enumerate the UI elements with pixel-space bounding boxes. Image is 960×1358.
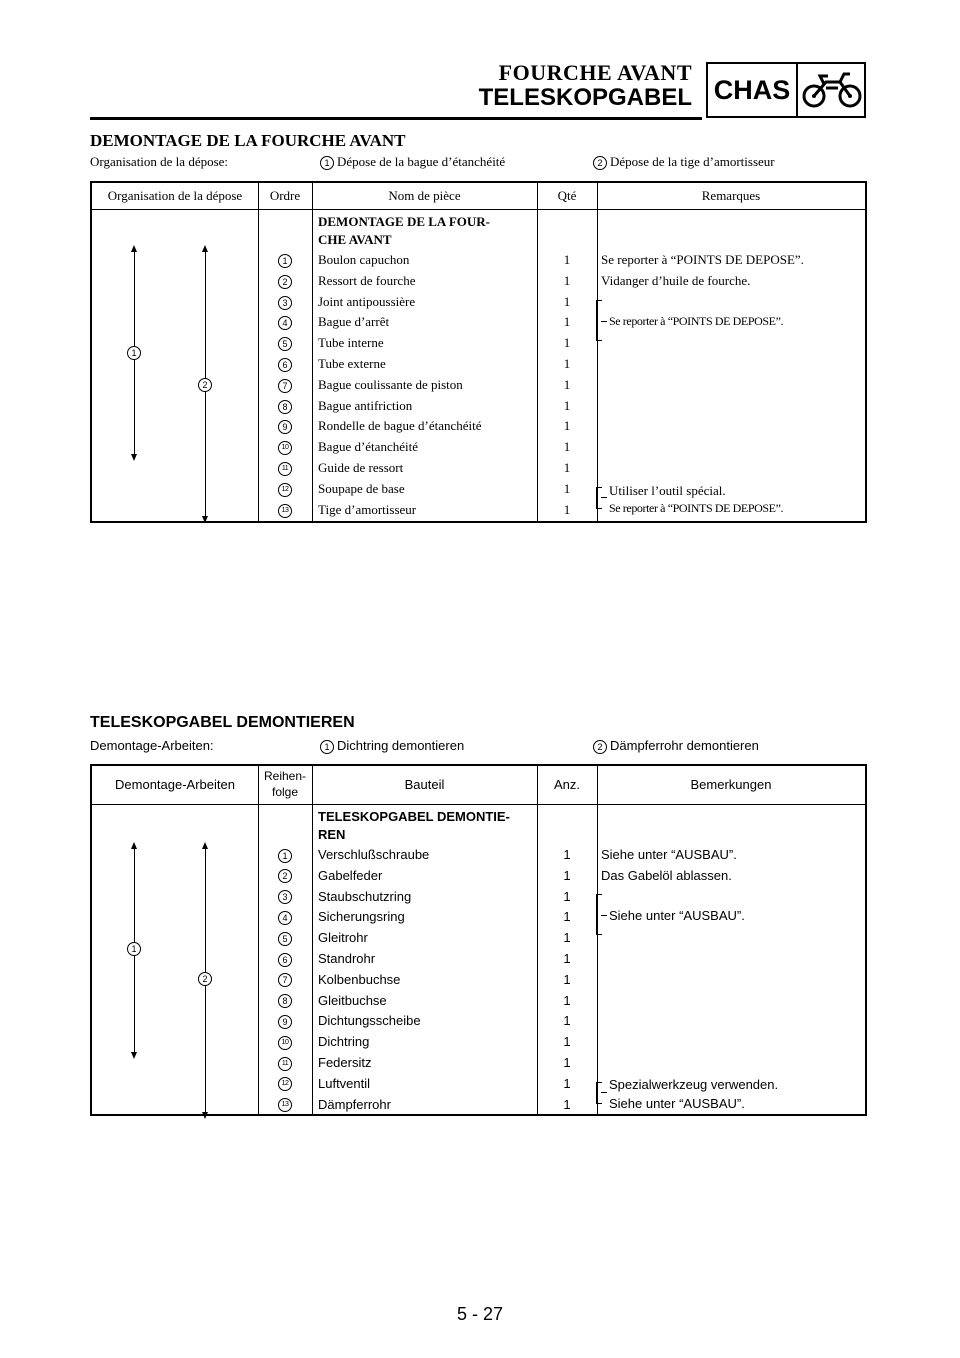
- order-number-icon: 9: [278, 420, 292, 434]
- order-number: [258, 993, 312, 1009]
- order-number: [258, 252, 312, 268]
- order-arrow-label-icon: 1: [127, 942, 141, 956]
- part-name: Tige d’amortisseur: [318, 501, 417, 517]
- de-step1: [320, 738, 464, 754]
- header-rule: [90, 117, 702, 120]
- order-number: [258, 398, 312, 414]
- table-row: [92, 457, 865, 478]
- header-title-de: TELESKOPGABEL: [478, 84, 692, 111]
- table-row: [92, 395, 865, 416]
- part-name: Verschlußschraube: [318, 847, 430, 862]
- fr-step2-text: Dépose de la tige d’amortisseur: [610, 154, 775, 169]
- order-number: [258, 502, 312, 518]
- remark-bracket-tick: [601, 915, 607, 916]
- order-number: [258, 930, 312, 946]
- part-qty: 1: [563, 272, 571, 288]
- fr-col-org: Organisation de la dépose: [107, 188, 243, 203]
- de-col-rem: Bemerkungen: [690, 777, 772, 792]
- order-number-icon: 6: [278, 953, 292, 967]
- part-name: Federsitz: [318, 1055, 372, 1070]
- part-qty: 1: [563, 951, 571, 966]
- step-number-icon: 1: [320, 156, 334, 170]
- fr-col-name: Nom de pièce: [388, 188, 461, 203]
- order-number: [258, 481, 312, 497]
- part-remark: Vidanger d’huile de fourche.: [601, 272, 751, 288]
- part-qty: 1: [563, 1034, 571, 1050]
- de-bracket-remark-b1: Spezialwerkzeug verwenden.: [609, 1077, 779, 1092]
- table-row: [92, 927, 865, 948]
- part-qty: 1: [563, 930, 571, 946]
- table-row: [92, 291, 865, 312]
- part-remark: Das Gabelöl ablassen.: [601, 867, 732, 883]
- header-title-fr: FOURCHE AVANT: [498, 60, 692, 85]
- table-row: [92, 436, 865, 457]
- fr-col-order: Ordre: [269, 188, 301, 203]
- part-name: Guide de ressort: [318, 460, 404, 475]
- part-qty: 1: [563, 847, 571, 862]
- part-qty: 1: [563, 376, 571, 392]
- part-name: Tube interne: [318, 335, 384, 351]
- de-col-org: Demontage-Arbeiten: [115, 777, 235, 792]
- part-qty: 1: [563, 992, 571, 1008]
- fr-step1-text: Dépose de la bague d’étanchéité: [337, 154, 506, 169]
- fr-bracket-remark-a: Se reporter à “POINTS DE DEPOSE”.: [609, 314, 784, 328]
- part-name: Staubschutzring: [318, 888, 412, 904]
- table-row: [92, 415, 865, 436]
- table-row: [92, 270, 865, 291]
- de-parts-table: [90, 764, 867, 1116]
- order-number: [258, 460, 312, 476]
- part-name: Bague antifriction: [318, 397, 413, 413]
- order-number-icon: 6: [278, 358, 292, 372]
- order-number: [258, 889, 312, 905]
- table-row: [92, 332, 865, 353]
- de-col-order-line2: folge: [271, 785, 299, 799]
- fr-bracket-remark-b2: Se reporter à “POINTS DE DEPOSE”.: [609, 501, 784, 515]
- order-number: [258, 377, 312, 393]
- section-badge: [706, 62, 866, 118]
- table-row: [92, 865, 865, 886]
- order-number: [258, 294, 312, 310]
- de-col-name: Bauteil: [404, 777, 445, 792]
- section-badge-label: CHAS: [713, 75, 791, 105]
- part-name: Sicherungsring: [318, 909, 405, 925]
- de-group-title: [318, 808, 538, 844]
- part-qty: 1: [563, 397, 571, 413]
- order-number: [258, 1013, 312, 1029]
- de-col-order-line1: Reihen-: [263, 769, 307, 783]
- order-number-icon: 10: [278, 441, 292, 455]
- order-number: [258, 951, 312, 967]
- remark-bracket: [596, 1082, 602, 1104]
- de-section-title: TELESKOPGABEL DEMONTIEREN: [90, 714, 355, 731]
- de-table-header: [92, 766, 865, 805]
- de-col-qty: Anz.: [553, 777, 580, 792]
- part-qty: 1: [563, 971, 571, 987]
- fr-step1: [320, 154, 505, 170]
- part-qty: 1: [563, 501, 571, 517]
- order-number-icon: 3: [278, 296, 292, 310]
- part-qty: 1: [563, 460, 571, 475]
- remark-bracket-tick: [601, 497, 607, 498]
- part-name: Bague d’arrêt: [318, 314, 390, 330]
- remark-bracket: [596, 487, 602, 509]
- order-number-icon: 13: [278, 504, 292, 518]
- de-step2: [593, 738, 759, 754]
- order-number: [258, 356, 312, 372]
- part-qty: 1: [563, 867, 571, 883]
- order-number-icon: 11: [278, 1057, 292, 1071]
- part-name: Dämpferrohr: [318, 1096, 391, 1112]
- table-row: [92, 353, 865, 374]
- order-number-icon: 13: [278, 1098, 292, 1112]
- step-number-icon: 1: [320, 740, 334, 754]
- order-arrow-label-icon: 2: [198, 972, 212, 986]
- order-number-icon: 10: [278, 1036, 292, 1050]
- fr-step2: [593, 154, 775, 170]
- part-qty: 1: [563, 252, 571, 267]
- order-number: [258, 439, 312, 455]
- order-arrow-label-icon: 1: [127, 346, 141, 360]
- part-qty: 1: [563, 356, 571, 371]
- fr-section-title: DEMONTAGE DE LA FOURCHE AVANT: [90, 131, 406, 150]
- table-row: [92, 249, 865, 270]
- table-row: [92, 990, 865, 1011]
- step-number-icon: 2: [593, 740, 607, 754]
- part-name: Dichtungsscheibe: [318, 1013, 421, 1029]
- de-bracket-remark-b2: Siehe unter “AUSBAU”.: [609, 1096, 745, 1111]
- fr-group-title: [318, 213, 538, 249]
- order-number: [258, 868, 312, 884]
- order-number-icon: 1: [278, 849, 292, 863]
- order-number-icon: 9: [278, 1015, 292, 1029]
- part-name: Joint antipoussière: [318, 293, 416, 309]
- order-number-icon: 3: [278, 890, 292, 904]
- remark-bracket-tick: [601, 1092, 607, 1093]
- motorcycle-icon: [800, 66, 864, 114]
- part-qty: 1: [563, 439, 571, 455]
- part-name: Bague coulissante de piston: [318, 376, 463, 392]
- part-name: Luftventil: [318, 1075, 371, 1091]
- part-name: Gabelfeder: [318, 867, 383, 883]
- order-number-icon: 5: [278, 932, 292, 946]
- de-org-label: Demontage-Arbeiten:: [90, 738, 214, 753]
- part-qty: 1: [563, 1013, 571, 1029]
- part-name: Standrohr: [318, 951, 376, 966]
- page-number: 5 - 27: [456, 1304, 504, 1324]
- order-number-icon: 4: [278, 911, 292, 925]
- step-number-icon: 2: [593, 156, 607, 170]
- part-qty: 1: [563, 909, 571, 925]
- order-number: [258, 314, 312, 330]
- de-col-order: [258, 768, 312, 800]
- order-number: [258, 1097, 312, 1113]
- part-qty: 1: [563, 1055, 571, 1070]
- table-row: [92, 1031, 865, 1052]
- table-row: [92, 1010, 865, 1031]
- part-name: Tube externe: [318, 356, 386, 371]
- fr-parts-table: [90, 181, 867, 523]
- part-remark: Se reporter à “POINTS DE DEPOSE”.: [601, 252, 804, 267]
- order-arrow-label-icon: 2: [198, 378, 212, 392]
- part-qty: 1: [563, 314, 571, 330]
- de-group-title-line1: TELESKOPGABEL DEMONTIE-: [318, 809, 510, 824]
- de-step1-text: Dichtring demontieren: [337, 738, 465, 753]
- fr-org-label: Organisation de la dépose:: [90, 154, 229, 169]
- de-step2-text: Dämpferrohr demontieren: [610, 738, 759, 753]
- section-badge-divider: [796, 64, 798, 116]
- part-name: Kolbenbuchse: [318, 971, 401, 987]
- part-qty: 1: [563, 335, 571, 351]
- order-number: [258, 972, 312, 988]
- remark-bracket-tick: [601, 321, 607, 322]
- fr-bracket-remark-b1: Utiliser l’outil spécial.: [609, 483, 726, 498]
- order-number-icon: 1: [278, 254, 292, 268]
- fr-table-header: [92, 183, 865, 210]
- fr-col-rem: Remarques: [701, 188, 761, 203]
- order-number: [258, 847, 312, 863]
- order-number-icon: 12: [278, 483, 292, 497]
- part-qty: 1: [563, 293, 571, 309]
- de-group-title-line2: REN: [318, 827, 346, 842]
- de-bracket-remark-a: Siehe unter “AUSBAU”.: [609, 908, 745, 923]
- part-name: Dichtring: [318, 1034, 370, 1050]
- part-remark: Siehe unter “AUSBAU”.: [601, 847, 737, 862]
- order-number-icon: 8: [278, 994, 292, 1008]
- order-number: [258, 1055, 312, 1071]
- order-number-icon: 2: [278, 869, 292, 883]
- table-row: [92, 478, 865, 499]
- part-qty: 1: [563, 888, 571, 904]
- table-row: [92, 886, 865, 907]
- table-row: [92, 948, 865, 969]
- order-number-icon: 12: [278, 1077, 292, 1091]
- table-row: [92, 906, 865, 927]
- order-number-icon: 5: [278, 337, 292, 351]
- part-name: Ressort de fourche: [318, 272, 416, 288]
- order-number-icon: 4: [278, 316, 292, 330]
- order-number-icon: 8: [278, 400, 292, 414]
- part-qty: 1: [563, 1096, 571, 1112]
- part-name: Boulon capuchon: [318, 252, 410, 267]
- part-qty: 1: [563, 1075, 571, 1091]
- part-name: Gleitbuchse: [318, 992, 387, 1008]
- order-number-icon: 7: [278, 379, 292, 393]
- order-number: [258, 335, 312, 351]
- part-qty: 1: [563, 480, 571, 496]
- order-number-icon: 7: [278, 973, 292, 987]
- order-number: [258, 418, 312, 434]
- order-number: [258, 1034, 312, 1050]
- fr-group-title-line1: DEMONTAGE DE LA FOUR-: [318, 214, 491, 229]
- fr-col-qty: Qté: [557, 188, 577, 203]
- part-name: Rondelle de bague d’étanchéité: [318, 418, 482, 434]
- part-qty: 1: [563, 418, 571, 434]
- order-number-icon: 11: [278, 462, 292, 476]
- fr-group-title-line2: CHE AVANT: [318, 232, 392, 247]
- part-name: Bague d’étanchéité: [318, 439, 418, 455]
- table-row: [92, 1052, 865, 1073]
- order-number: [258, 909, 312, 925]
- order-number-icon: 2: [278, 275, 292, 289]
- part-name: Soupape de base: [318, 480, 405, 496]
- order-number: [258, 1076, 312, 1092]
- order-number: [258, 273, 312, 289]
- part-name: Gleitrohr: [318, 930, 368, 946]
